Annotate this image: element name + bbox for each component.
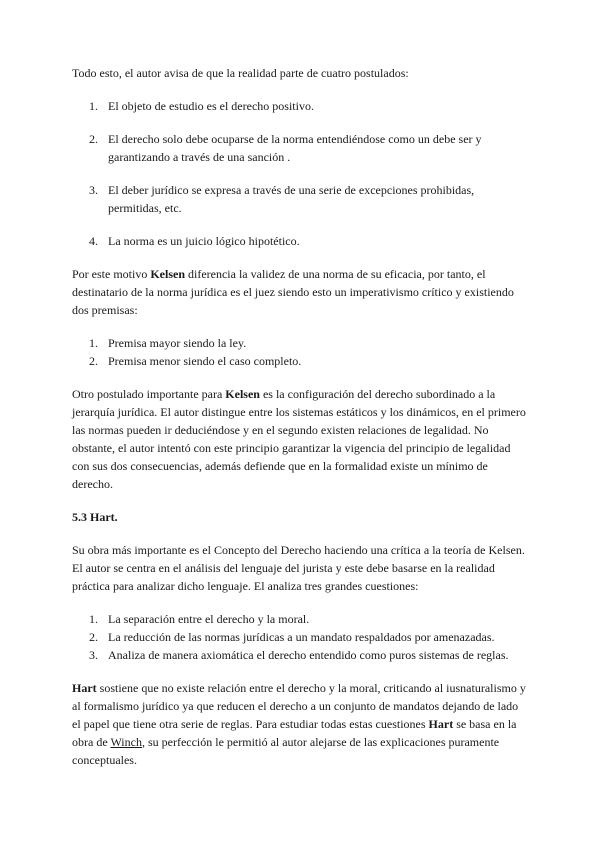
list-item-text: La norma es un juicio lógico hipotético.: [108, 234, 300, 248]
author-name-kelsen: Kelsen: [150, 267, 185, 281]
list-number: 2.: [89, 354, 98, 368]
list-item-text: El deber jurídico se expresa a través de una serie de excepciones prohibidas, permitidas, etc.: [108, 183, 475, 215]
section-heading-hart: 5.3 Hart.: [72, 510, 118, 524]
text-span: Otro postulado importante para: [72, 387, 226, 401]
list-item-text: Premisa menor siendo el caso completo.: [108, 354, 302, 368]
list-item: [72, 352, 528, 370]
kelsen-paragraph-2: [72, 385, 528, 493]
list-item: [72, 181, 528, 217]
list-item-text: El derecho solo debe ocuparse de la norma entendiéndose como un debe ser y garantizando a través de una sanción .: [108, 132, 482, 164]
list-number: 1.: [89, 336, 98, 350]
cuestiones-list: [72, 610, 528, 664]
list-item: [72, 130, 528, 166]
author-name-hart: Hart: [72, 681, 97, 695]
list-item-text: La reducción de las normas jurídicas a un mandato respaldados por amenazadas.: [108, 630, 495, 644]
list-item-text: El objeto de estudio es el derecho positivo.: [108, 99, 314, 113]
list-item: [72, 334, 528, 352]
postulados-list: [72, 97, 528, 250]
list-number: 3.: [89, 183, 98, 197]
author-name-kelsen: Kelsen: [225, 387, 260, 401]
list-item: [72, 610, 528, 628]
document-page: [72, 64, 528, 769]
list-number: 2.: [89, 630, 98, 644]
text-span: , su perfección le permitió al autor alejarse de las explicaciones puramente conceptuales.: [72, 735, 500, 767]
kelsen-paragraph-1: [72, 265, 528, 319]
list-item-text: La separación entre el derecho y la moral.: [108, 612, 310, 626]
list-number: 1.: [89, 612, 98, 626]
list-item: [72, 232, 528, 250]
list-item: [72, 628, 528, 646]
list-item-text: Premisa mayor siendo la ley.: [108, 336, 247, 350]
list-item: [72, 646, 528, 664]
hart-paragraph-1: Su obra más importante es el Concepto del Derecho haciendo una crítica a la teoría de Kelsen. El autor se centra en el análisis del lenguaje del jurista y este debe basarse en la realidad práctica para analizar dicho lenguaje. El analiza tres grandes cuestiones:: [72, 543, 525, 593]
list-item-text: Analiza de manera axiomática el derecho entendido como puros sistemas de reglas.: [108, 648, 509, 662]
list-number: 1.: [89, 99, 98, 113]
text-span: Por este motivo: [72, 267, 151, 281]
intro-paragraph: Todo esto, el autor avisa de que la realidad parte de cuatro postulados:: [72, 66, 409, 80]
hart-paragraph-2: [72, 679, 528, 769]
list-item: [72, 97, 528, 115]
text-span: es la configuración del derecho subordinado a la jerarquía jurídica. El autor distingue entre los sistemas estáticos y los dinámicos, en el primero las normas pueden ir deduciéndose y en el segundo existen relaciones de legalidad. No obstante, el autor intentó con este principio garantizar la vigencia del principio de legalidad con sus dos consecuencias, además defiende que en la formalidad existe un mínimo de derecho.: [72, 387, 526, 491]
list-number: 4.: [89, 234, 98, 248]
premisas-list: [72, 334, 528, 370]
text-span: se basa en la obra de: [72, 717, 517, 749]
list-number: 2.: [89, 132, 98, 146]
author-name-winch: Winch: [110, 735, 142, 749]
text-span: diferencia la validez de una norma de su eficacia, por tanto, el destinatario de la norma jurídica es el juez siendo esto un imperativismo crítico y existiendo dos premisas:: [72, 267, 514, 317]
text-span: sostiene que no existe relación entre el derecho y la moral, criticando al iusnaturalismo y al formalismo jurídico ya que reducen el derecho a un conjunto de mandatos dejando de lado el papel que tiene otra serie de reglas. Para estudiar todas estas cuestiones: [72, 681, 526, 731]
list-number: 3.: [89, 648, 98, 662]
author-name-hart: Hart: [428, 717, 454, 731]
